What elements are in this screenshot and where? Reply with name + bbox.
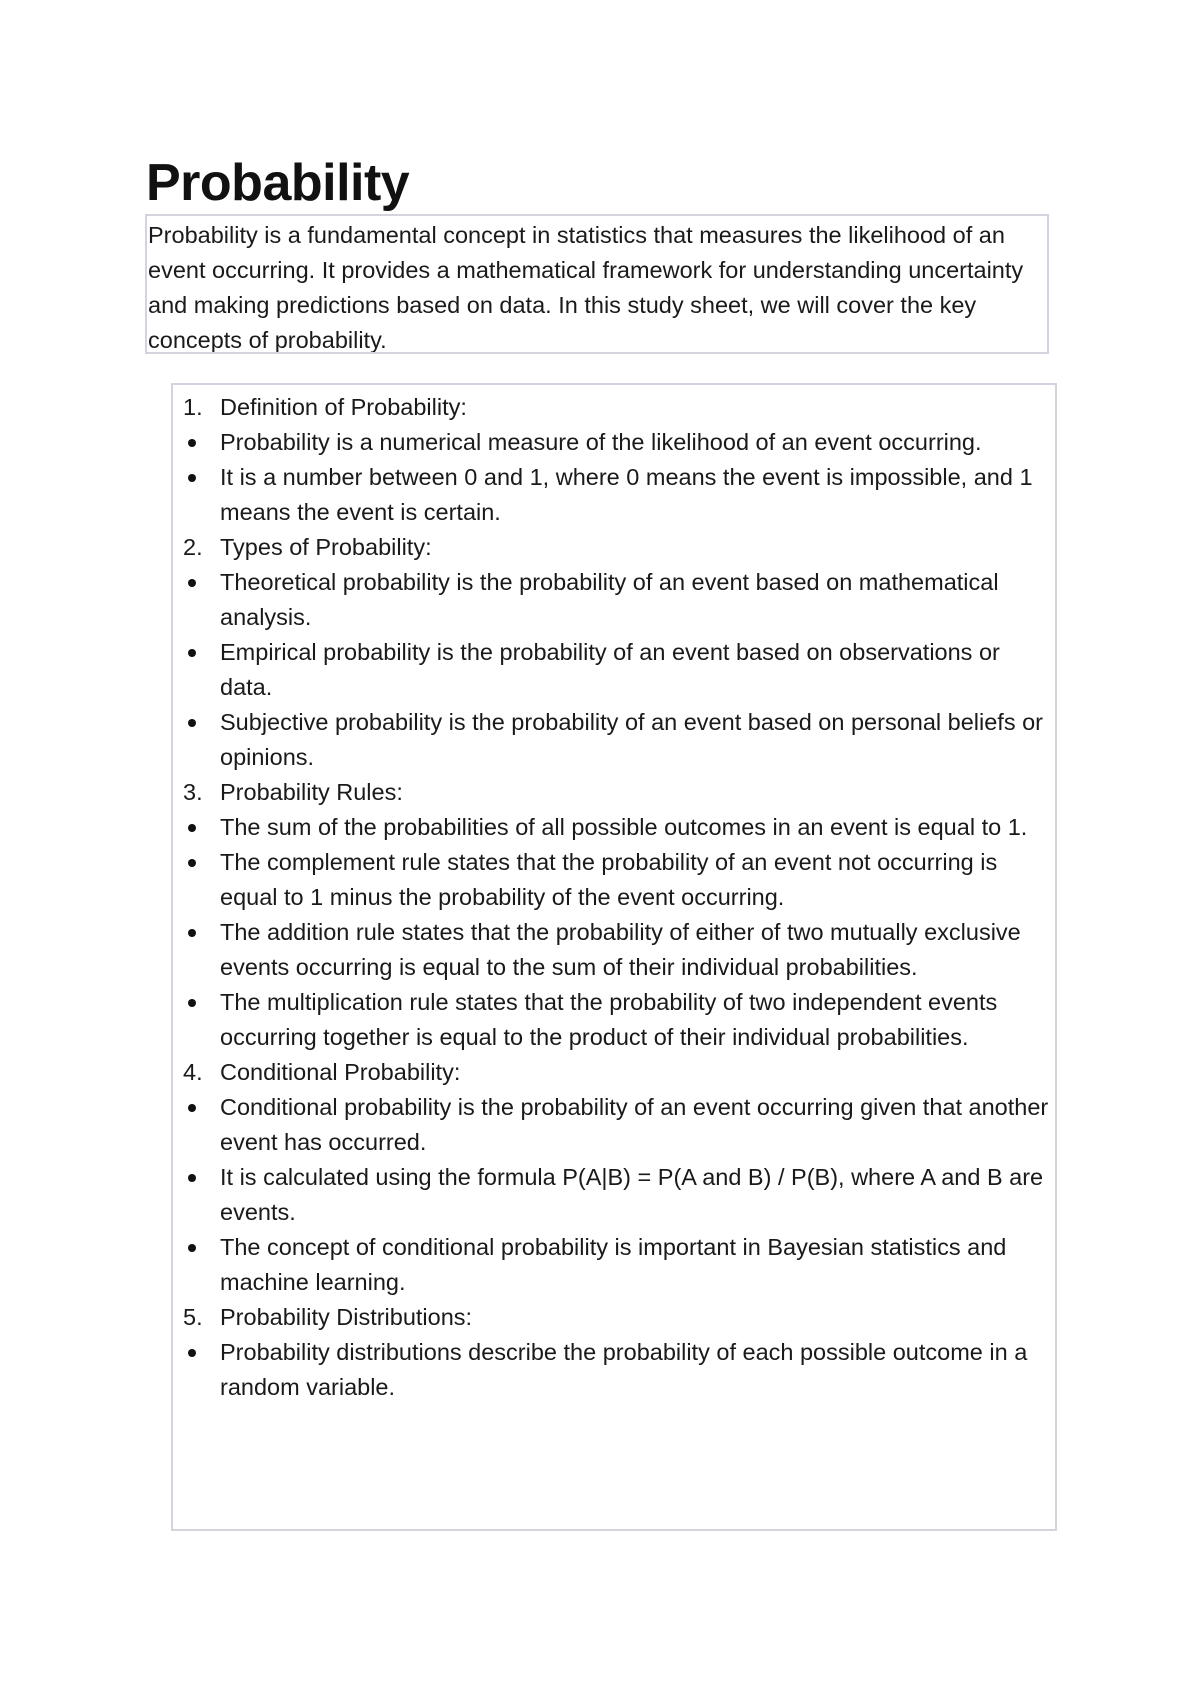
bullet-text: The sum of the probabilities of all possible outcomes in an event is equal to 1. [220, 814, 1028, 840]
bullet-icon [188, 579, 196, 587]
intro-paragraph: Probability is a fundamental concept in statistics that measures the likelihood of an event occurring. It provides a mathematical framework for understanding uncertainty and making predictions based on data. In this study sheet, we will cover the key concepts of probability. [145, 214, 1049, 354]
bullet-item [173, 1230, 1055, 1300]
bullet-icon [188, 649, 196, 657]
bullet-item [173, 1090, 1055, 1160]
section-number: 5. [183, 1304, 203, 1330]
section-number: 1. [183, 394, 203, 420]
bullet-text: The concept of conditional probability is important in Bayesian statistics and machine learning. [220, 1234, 1007, 1295]
bullet-icon [188, 474, 196, 482]
bullet-text: It is a number between 0 and 1, where 0 means the event is impossible, and 1 means the event is certain. [220, 464, 1033, 525]
bullet-item [173, 845, 1055, 915]
bullet-text: It is calculated using the formula P(A|B) = P(A and B) / P(B), where A and B are events. [220, 1164, 1044, 1225]
bullet-icon [188, 439, 196, 447]
section-number: 3. [183, 779, 203, 805]
bullet-item [173, 705, 1055, 775]
bullet-icon [188, 719, 196, 727]
bullet-icon [188, 1244, 196, 1252]
bullet-text: Empirical probability is the probability of an event based on observations or data. [220, 639, 1000, 700]
section-heading-text: Types of Probability: [220, 534, 432, 560]
bullet-item [173, 460, 1055, 530]
bullet-item [173, 1160, 1055, 1230]
section-heading-text: Probability Rules: [220, 779, 403, 805]
bullet-icon [188, 1349, 196, 1357]
bullet-icon [188, 1174, 196, 1182]
bullet-item [173, 915, 1055, 985]
bullet-icon [188, 929, 196, 937]
section-heading-text: Conditional Probability: [220, 1059, 461, 1085]
concepts-outline [171, 383, 1057, 1531]
bullet-item [173, 810, 1055, 845]
bullet-item [173, 565, 1055, 635]
bullet-text: Subjective probability is the probability of an event based on personal beliefs or opinions. [220, 709, 1044, 770]
concepts-list [173, 390, 1055, 1405]
section-heading-text: Definition of Probability: [220, 394, 467, 420]
section-heading-text: Probability Distributions: [220, 1304, 473, 1330]
bullet-item [173, 985, 1055, 1055]
section-number: 2. [183, 534, 203, 560]
page-title: Probability [146, 154, 410, 212]
bullet-text: Probability distributions describe the probability of each possible outcome in a random variable. [220, 1339, 1028, 1400]
section-heading [173, 1055, 1055, 1090]
section-heading [173, 775, 1055, 810]
bullet-icon [188, 859, 196, 867]
bullet-icon [188, 1104, 196, 1112]
bullet-text: Probability is a numerical measure of the likelihood of an event occurring. [220, 429, 982, 455]
bullet-item [173, 425, 1055, 460]
section-number: 4. [183, 1059, 203, 1085]
bullet-text: Conditional probability is the probability of an event occurring given that another event has occurred. [220, 1094, 1049, 1155]
bullet-icon [188, 824, 196, 832]
bullet-text: The addition rule states that the probability of either of two mutually exclusive events occurring is equal to the sum of their individual probabilities. [220, 919, 1021, 980]
bullet-icon [188, 999, 196, 1007]
section-heading [173, 390, 1055, 425]
section-heading [173, 1300, 1055, 1335]
bullet-text: The complement rule states that the probability of an event not occurring is equal to 1 minus the probability of the event occurring. [220, 849, 998, 910]
bullet-text: The multiplication rule states that the probability of two independent events occurring together is equal to the product of their individual probabilities. [220, 989, 998, 1050]
bullet-item [173, 1335, 1055, 1405]
section-heading [173, 530, 1055, 565]
bullet-item [173, 635, 1055, 705]
bullet-text: Theoretical probability is the probability of an event based on mathematical analysis. [220, 569, 999, 630]
